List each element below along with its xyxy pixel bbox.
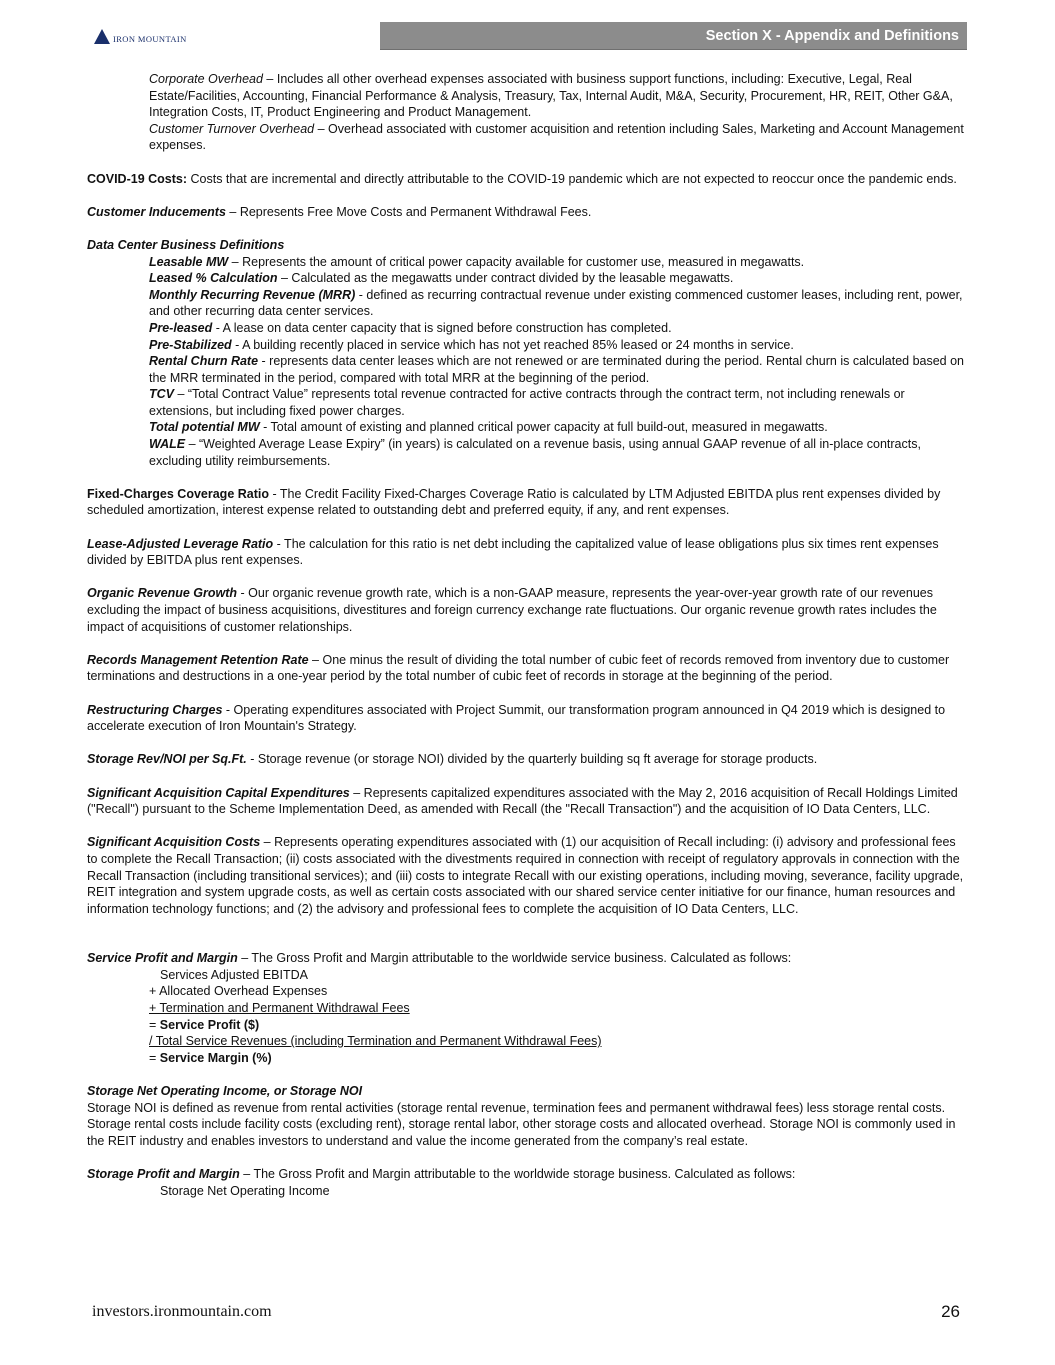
storage-profit-definition bbox=[87, 1166, 967, 1183]
term: Pre-Stabilized bbox=[149, 337, 232, 352]
term: Storage Rev/NOI per Sq.Ft. bbox=[87, 752, 247, 767]
definition-text: – Represents Free Move Costs and Permanent Withdrawal Fees. bbox=[225, 204, 592, 219]
restructuring-definition bbox=[87, 702, 967, 735]
term: Pre-leased bbox=[149, 320, 213, 335]
term: Customer Inducements bbox=[87, 204, 226, 219]
definition-text: Costs that are incremental and directly attributable to the COVID-19 pandemic which are not expected to reoccur once the pandemic ends. bbox=[187, 171, 957, 186]
term: Restructuring Charges bbox=[87, 702, 223, 717]
list-item bbox=[149, 353, 967, 386]
definition-text: – Includes all other overhead expenses associated with business support functions, including: Executive, Legal, Real Estate/Facilities, Accounting, Financial Performance & Analysis, Treasury, Tax, Internal Audit, M&A, Security, Procurement, HR, REIT, Other G&A, Integration Costs, IT, Product Engineering and Product Management. bbox=[149, 72, 953, 120]
term: Rental Churn Rate bbox=[149, 354, 259, 369]
term: Storage Profit and Margin bbox=[87, 1167, 240, 1181]
term: COVID-19 Costs: bbox=[87, 171, 188, 186]
mountain-icon bbox=[94, 29, 110, 44]
definition-text: - Storage revenue (or storage NOI) divided by the quarterly building sq ft average for storage products. bbox=[246, 752, 818, 767]
data-center-list bbox=[87, 254, 967, 470]
section-title: Section X - Appendix and Definitions bbox=[705, 28, 959, 44]
data-center-heading: Data Center Business Definitions bbox=[87, 237, 285, 252]
logo-text: IRON MOUNTAIN bbox=[113, 33, 187, 44]
definition-text: – The Gross Profit and Margin attributable to the worldwide storage business. Calculated as follows: bbox=[239, 1167, 796, 1181]
term: Corporate Overhead bbox=[149, 72, 263, 86]
customer-turnover-definition bbox=[149, 121, 967, 154]
sig-costs-definition bbox=[87, 834, 967, 917]
definition-text: - The Credit Facility Fixed-Charges Coverage Ratio is calculated by LTM Adjusted EBITDA plus rent expenses divided by scheduled amortization, interest expense related to outstanding debt and preferred equity, if any, and rent expenses. bbox=[87, 486, 941, 518]
page-number: 26 bbox=[941, 1302, 960, 1321]
service-profit-definition bbox=[87, 950, 967, 967]
company-logo bbox=[94, 27, 187, 45]
definition-text: – Represents capitalized expenditures associated with the May 2, 2016 acquisition of Recall Holdings Limited ("Recall") pursuant to the Scheme Implementation Deed, as amended with Recall (the "Recall Transaction") and the acquisition of IO Data Centers, LLC. bbox=[87, 785, 958, 817]
definition-text: – Represents operating expenditures associated with (1) our acquisition of Recall including: (i) advisory and professional fees to complete the Recall Transaction; (ii) costs associated with the divestments required in connection with receipt of regulatory approvals in connection with the Recall Transaction (including transitional services); and (iii) costs to integrate Recall with our existing operations, including moving, severance, facility upgrade, REIT integration and system upgrade costs, as well as certain costs associated with our shared service center initiative for our finance, human resources and information technology functions; and (2) the advisory and professional fees to complete the acquisition of IO Data Centers, LLC. bbox=[87, 835, 964, 916]
calc-line: Storage Net Operating Income bbox=[160, 1183, 330, 1198]
term: Significant Acquisition Costs bbox=[87, 835, 261, 850]
calc-line bbox=[149, 1017, 967, 1034]
storage-noi-heading: Storage Net Operating Income, or Storage NOI bbox=[87, 1084, 363, 1099]
definition-text: - A building recently placed in service which has not yet reached 85% leased or 24 months in service. bbox=[231, 337, 794, 352]
definition-text: – Calculated as the megawatts under contract divided by the leasable megawatts. bbox=[277, 271, 734, 286]
definition-text: – Represents the amount of critical power capacity available for customer use, measured in megawatts. bbox=[228, 254, 805, 269]
list-item bbox=[149, 320, 967, 337]
definition-text: - Operating expenditures associated with Project Summit, our transformation program announced in Q4 2019 which is designed to accelerate execution of Iron Mountain's Strategy. bbox=[87, 702, 946, 734]
term: Total potential MW bbox=[149, 420, 260, 435]
fixed-charges-definition bbox=[87, 486, 967, 519]
organic-growth-definition bbox=[87, 585, 967, 635]
sig-capex-definition bbox=[87, 785, 967, 818]
term: Records Management Retention Rate bbox=[87, 652, 309, 667]
definition-text: – The Gross Profit and Margin attributable to the worldwide service business. Calculated as follows: bbox=[237, 951, 792, 966]
list-item bbox=[149, 386, 967, 419]
service-profit-calculation bbox=[87, 967, 967, 1067]
calc-line: / Total Service Revenues (including Termination and Permanent Withdrawal Fees) bbox=[149, 1034, 602, 1049]
term: Leasable MW bbox=[149, 254, 229, 269]
operator: = bbox=[149, 1050, 160, 1065]
calc-line bbox=[149, 1050, 967, 1067]
term: Lease-Adjusted Leverage Ratio bbox=[87, 536, 274, 551]
definition-text: – “Total Contract Value” represents total revenue contracted for active contracts through the contract term, not including renewals or extensions, but including fixed power charges. bbox=[149, 387, 905, 418]
term: TCV bbox=[149, 387, 174, 402]
result-label: Service Profit ($) bbox=[159, 1017, 260, 1032]
definition-text: - represents data center leases which are not renewed or are terminated during the period. Rental churn is calculated based on the MRR terminated in the period, compared with total MRR at the beginning of the period. bbox=[149, 354, 965, 385]
calc-line: Services Adjusted EBITDA bbox=[160, 967, 308, 982]
definition-text: – Overhead associated with customer acquisition and retention including Sales, Marketing and Account Management expenses. bbox=[149, 121, 964, 153]
term: Monthly Recurring Revenue (MRR) bbox=[149, 287, 356, 302]
operator: = bbox=[149, 1017, 160, 1032]
definition-text: - A lease on data center capacity that is signed before construction has completed. bbox=[212, 320, 672, 335]
calc-line: + Allocated Overhead Expenses bbox=[149, 984, 328, 999]
footer-url: investors.ironmountain.com bbox=[92, 1303, 272, 1320]
storage-profit-calculation bbox=[87, 1183, 967, 1200]
definition-text: - Total amount of existing and planned critical power capacity at full build-out, measured in megawatts. bbox=[259, 420, 828, 435]
calc-line: + Termination and Permanent Withdrawal Fees bbox=[149, 1001, 410, 1016]
list-item bbox=[149, 436, 967, 469]
covid-costs-definition bbox=[87, 171, 967, 188]
definition-text: - Our organic revenue growth rate, which is a non-GAAP measure, represents the year-over-year growth rate of our revenues excluding the impact of business acquisitions, divestitures and foreign currency exchange rate fluctuations. Our organic revenue growth rates includes the impact of acquisitions of customer relationships. bbox=[87, 586, 937, 634]
term: Significant Acquisition Capital Expenditures bbox=[87, 785, 350, 800]
definition-text: - defined as recurring contractual revenue under existing commenced customer leases, including rent, power, and other recurring data center services. bbox=[149, 287, 963, 319]
corporate-overhead-definition bbox=[149, 71, 967, 121]
term: Leased % Calculation bbox=[149, 271, 278, 286]
lease-adjusted-definition bbox=[87, 536, 967, 569]
definition-text: - The calculation for this ratio is net debt including the capitalized value of lease obligations plus six times rent expenses divided by EBITDA plus rent expenses. bbox=[87, 536, 939, 568]
list-item bbox=[149, 287, 967, 320]
section-header-bar bbox=[380, 22, 967, 50]
list-item bbox=[149, 270, 967, 287]
result-label: Service Margin (%) bbox=[159, 1050, 272, 1065]
storage-rev-definition bbox=[87, 751, 967, 768]
term: WALE bbox=[149, 437, 186, 452]
storage-noi-definition: Storage NOI is defined as revenue from rental activities (storage rental revenue, termination fees and permanent withdrawal fees) less storage rental costs. Storage rental costs include facility costs (excluding rent), storage rental labor, other storage costs and allocated overhead. Storage NOI is commonly used in the REIT industry and enables investors to understand and value the income generated from the company’s real estate. bbox=[87, 1100, 956, 1148]
definition-text: – One minus the result of dividing the total number of cubic feet of records removed from inventory due to customer terminations and destructions in a one-year period by the total number of cubic feet of records in storage at the beginning of the period. bbox=[87, 652, 950, 684]
term: Service Profit and Margin bbox=[87, 951, 238, 966]
term: Organic Revenue Growth bbox=[87, 586, 238, 601]
customer-inducements-definition bbox=[87, 204, 967, 221]
overhead-block bbox=[87, 71, 967, 154]
definition-text: – “Weighted Average Lease Expiry” (in years) is calculated on a revenue basis, using annual GAAP revenue of all in-place contracts, excluding utility reimbursements. bbox=[149, 437, 921, 468]
list-item bbox=[149, 254, 967, 271]
term: Fixed-Charges Coverage Ratio bbox=[87, 486, 269, 501]
list-item bbox=[149, 419, 967, 436]
list-item bbox=[149, 337, 967, 354]
retention-rate-definition bbox=[87, 652, 967, 685]
definitions-content bbox=[87, 71, 967, 1199]
term: Customer Turnover Overhead bbox=[149, 121, 315, 136]
